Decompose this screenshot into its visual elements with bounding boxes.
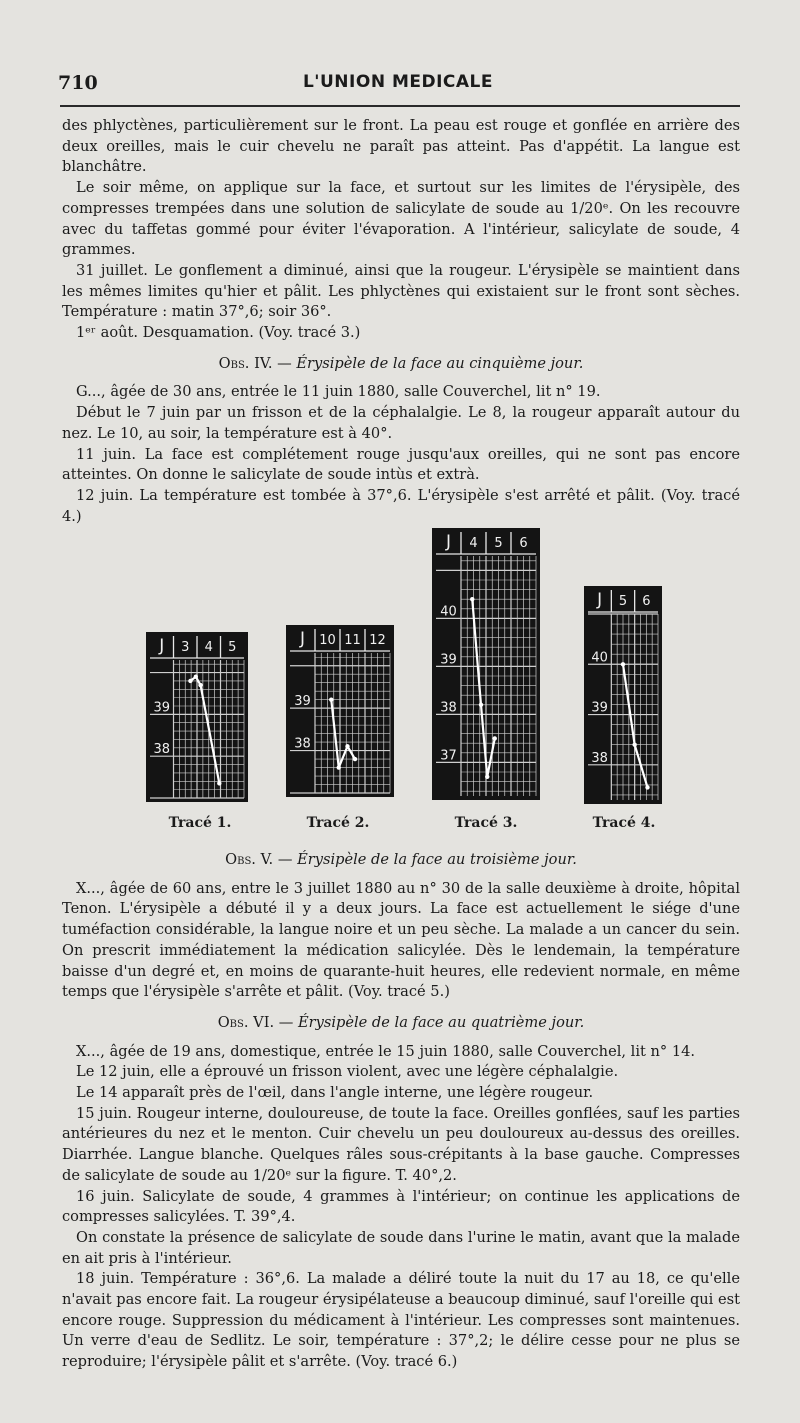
temperature-tick-label: 39 <box>440 652 457 668</box>
dash: — <box>274 1013 298 1031</box>
day-label: 3 <box>181 640 190 655</box>
temperature-tick-label: 38 <box>591 750 608 766</box>
trace-1-chart <box>146 632 248 802</box>
day-label: J <box>445 532 452 552</box>
temperature-tick-label: 39 <box>294 694 311 710</box>
trace-3-caption: Tracé 3. <box>454 815 518 831</box>
temperature-tick-label: 38 <box>294 736 311 752</box>
paragraph: 31 juillet. Le gonflement a diminué, ainsi que la rougeur. L'érysipèle se maintient dans les mêmes limites qu'hier et pâlit. Les phlyctènes qui existaient sur le front sont sèches. Température : matin 37°,6; soir 36°. <box>62 261 740 321</box>
journal-title: L'UNION MEDICALE <box>302 72 494 92</box>
obs-5-heading <box>62 850 740 871</box>
obs-title: Érysipèle de la face au troisième jour. <box>297 851 577 868</box>
temperature-point <box>217 781 221 785</box>
text-block-bottom <box>62 850 740 1373</box>
paragraph: X..., âgée de 60 ans, entre le 3 juillet 1880 au n° 30 de la salle deuxième à droite, hôpital Tenon. L'érysipèle a débuté il y a deux jours. La face est actuellement le siége d'une tuméfaction considérable, la langue noire et un peu sèche. La malade a un cancer du sein. On prescrit immédiatement la médication salicylée. Dès le lendemain, la température baisse d'un degré et, en moins de quarante-huit heures, elle redevient normale, en même temps que l'érysipèle s'arrête et pâlit. (Voy. tracé 5.) <box>62 879 740 1001</box>
trace-4-caption: Tracé 4. <box>592 815 656 831</box>
paragraph: Le 14 apparaît près de l'œil, dans l'angle interne, une légère rougeur. <box>76 1084 594 1102</box>
paragraph: 16 juin. Salicylate de soude, 4 grammes à l'intérieur; on continue les applications de compresses salicylées. T. 39°,4. <box>62 1187 740 1226</box>
paragraph: Début le 7 juin par un frisson et de la céphalalgie. Le 8, la rougeur apparaît autour du nez. Le 10, au soir, la température est à 40°. <box>62 404 740 442</box>
temperature-tick-label: 40 <box>440 604 457 620</box>
obs-label: Obs. VI. <box>217 1013 275 1031</box>
chart-svg <box>432 528 540 800</box>
day-label: 6 <box>642 594 651 609</box>
running-header <box>58 70 738 100</box>
day-label: 6 <box>519 536 528 551</box>
temperature-point <box>493 736 497 740</box>
temperature-tick-label: 39 <box>591 700 608 716</box>
paragraph: Le 12 juin, elle a éprouvé un frisson violent, avec une légère céphalalgie. <box>76 1063 619 1081</box>
chart-svg <box>146 632 248 802</box>
trace-3-chart <box>432 528 540 800</box>
obs-label: Obs. IV. <box>218 354 273 372</box>
day-label: 4 <box>204 640 213 655</box>
day-label: 5 <box>228 640 237 655</box>
temperature-point <box>329 697 333 701</box>
header-rule <box>60 105 740 107</box>
page-number: 710 <box>58 72 98 94</box>
paragraph: 11 juin. La face est complétement rouge jusqu'aux oreilles, qui ne sont pas encore atteintes. On donne le salicylate de soude intùs et extrà. <box>62 445 740 484</box>
day-label: 4 <box>469 536 478 551</box>
temperature-point <box>632 743 636 747</box>
text-block-top <box>62 116 740 527</box>
obs-title: Érysipèle de la face au quatrième jour. <box>297 1013 585 1031</box>
temperature-tick-label: 39 <box>153 700 171 716</box>
temperature-point <box>485 775 489 779</box>
day-label: J <box>159 636 165 656</box>
paragraph: 18 juin. Température : 36°,6. La malade a déliré toute la nuit du 17 au 18, ce qu'elle n'avait pas encore fait. La rougeur érysipélateuse a beaucoup diminué, sauf l'oreille qui est encore rouge. Suppression du médicament à l'intérieur. Les compresses sont maintenues. Un verre d'eau de Sedlitz. Le soir, température : 37°,2; le délire cesse pour ne plus se reproduire; l'érysipèle pâlit et s'arrête. (Voy. tracé 6.) <box>62 1270 740 1371</box>
day-label: J <box>597 590 603 610</box>
day-label: 11 <box>344 633 361 648</box>
dash: — <box>272 354 297 372</box>
trace-2-chart <box>286 625 394 797</box>
paragraph: 15 juin. Rougeur interne, douloureuse, de toute la face. Oreilles gonflées, sauf les parties antérieures du nez et le menton. Cuir chevelu un peu douloureux au-dessus des oreilles. Diarrhée. Langue blanche. Quelques râles sous-crépitants à la base gauche. Compresses de salicylate de soude au 1/20ᵉ sur la figure. T. 40°,2. <box>62 1104 740 1184</box>
day-label: 5 <box>494 536 503 551</box>
obs-6-heading <box>62 1013 740 1034</box>
day-label: 12 <box>369 633 386 648</box>
temperature-point <box>621 662 625 666</box>
chart-svg <box>584 586 662 804</box>
temperature-figures <box>0 525 800 835</box>
temperature-tick-label: 38 <box>153 742 171 758</box>
day-label: 5 <box>618 594 628 609</box>
temperature-tick-label: 38 <box>440 700 457 716</box>
obs-4-heading <box>62 354 740 375</box>
obs-title: Érysipèle de la face au cinquième jour. <box>296 354 584 372</box>
temperature-point <box>188 679 192 683</box>
temperature-point <box>198 683 202 687</box>
dash: — <box>273 851 298 868</box>
temperature-point <box>645 785 649 789</box>
temperature-point <box>337 765 341 769</box>
trace-1-caption: Tracé 1. <box>168 815 232 831</box>
temperature-point <box>194 675 198 679</box>
temperature-point <box>470 597 474 601</box>
trace-2-caption: Tracé 2. <box>306 815 370 831</box>
paragraph: Le soir même, on applique sur la face, et surtout sur les limites de l'érysipèle, des compresses trempées dans une solution de salicylate de soude au 1/20ᵉ. On les recouvre avec du taffetas gommé pour éviter l'évaporation. A l'intérieur, salicylate de soude, 4 grammes. <box>62 179 740 259</box>
paragraph: X..., âgée de 19 ans, domestique, entrée le 15 juin 1880, salle Couverchel, lit n° 14. <box>76 1042 696 1060</box>
temperature-tick-label: 40 <box>591 650 608 666</box>
obs-label: Obs. V. <box>225 851 274 868</box>
day-label: 10 <box>319 633 336 648</box>
paragraph: 1ᵉʳ août. Desquamation. (Voy. tracé 3.) <box>76 324 361 342</box>
temperature-point <box>353 757 357 761</box>
chart-svg <box>286 625 394 797</box>
paragraph: des phlyctènes, particulièrement sur le front. La peau est rouge et gonflée en arrière des deux oreilles, mais le cuir chevelu ne paraît pas atteint. Pas d'appétit. La langue est blanchâtre. <box>62 117 740 176</box>
paragraph: On constate la présence de salicylate de soude dans l'urine le matin, avant que la malade en ait pris à l'intérieur. <box>62 1228 740 1267</box>
temperature-point <box>479 703 483 707</box>
paragraph: 12 juin. La température est tombée à 37°,6. L'érysipèle s'est arrêté et pâlit. (Voy. tracé 4.) <box>62 486 740 525</box>
temperature-point <box>345 744 349 748</box>
trace-4-chart <box>584 586 662 804</box>
paragraph: G..., âgée de 30 ans, entrée le 11 juin 1880, salle Couverchel, lit n° 19. <box>76 383 601 401</box>
temperature-tick-label: 37 <box>440 748 457 764</box>
day-label: J <box>299 629 306 649</box>
